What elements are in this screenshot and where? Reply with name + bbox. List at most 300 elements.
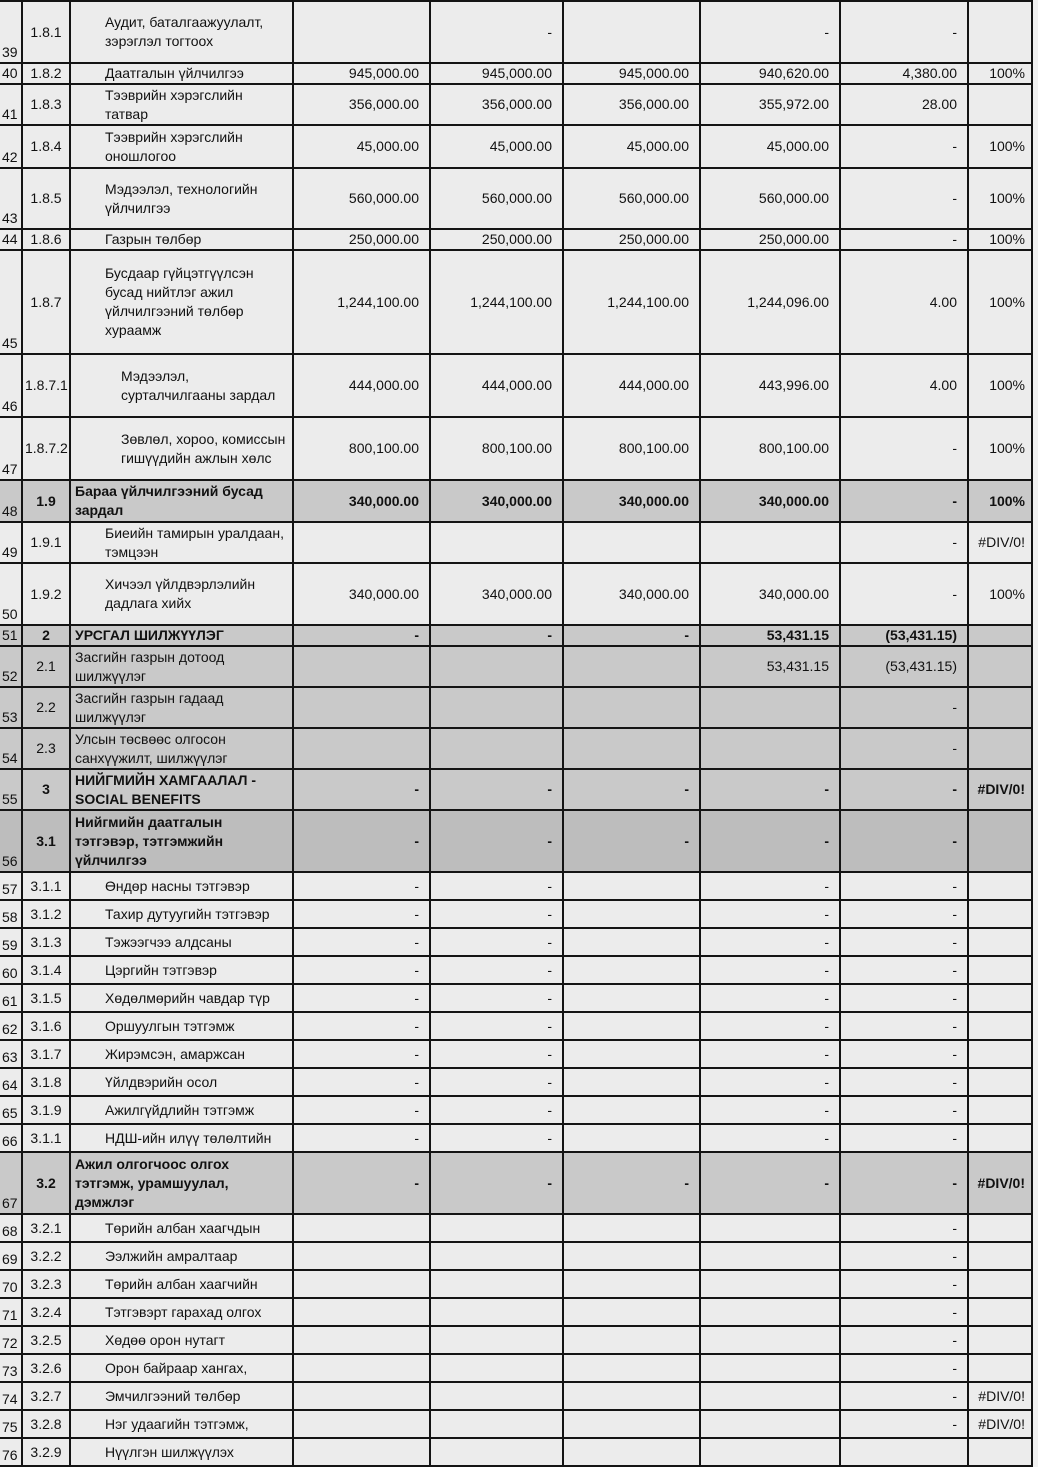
amount-col7[interactable] — [700, 1438, 840, 1466]
amount-col4[interactable] — [293, 1354, 430, 1382]
amount-col5[interactable]: - — [430, 1040, 563, 1068]
amount-col6[interactable] — [563, 1410, 700, 1438]
item-code[interactable]: 3.1.8 — [22, 1068, 70, 1096]
amount-col5[interactable]: - — [430, 625, 563, 646]
amount-col8[interactable]: - — [840, 728, 968, 769]
amount-col7[interactable]: - — [700, 1124, 840, 1152]
amount-col7[interactable]: - — [700, 872, 840, 900]
item-code[interactable]: 1.8.3 — [22, 84, 70, 125]
amount-col6[interactable]: 340,000.00 — [563, 563, 700, 625]
item-code[interactable]: 2.1 — [22, 646, 70, 687]
amount-col8[interactable]: (53,431.15) — [840, 646, 968, 687]
amount-col4[interactable]: 250,000.00 — [293, 229, 430, 250]
row-number[interactable]: 63 — [0, 1040, 22, 1068]
percent-cell[interactable]: #DIV/0! — [968, 769, 1032, 810]
item-code[interactable]: 3.2.7 — [22, 1382, 70, 1410]
row-number[interactable]: 41 — [0, 84, 22, 125]
amount-col6[interactable] — [563, 872, 700, 900]
item-code[interactable]: 1.8.4 — [22, 125, 70, 168]
item-description[interactable]: Нэг удаагийн тэтгэмж, — [70, 1410, 293, 1438]
item-description[interactable]: Нийгмийн даатгалын тэтгэвэр, тэтгэмжийн үйлчилгээ — [70, 810, 293, 872]
item-code[interactable]: 3 — [22, 769, 70, 810]
amount-col4[interactable]: - — [293, 872, 430, 900]
amount-col5[interactable]: - — [430, 984, 563, 1012]
item-code[interactable]: 3.2.1 — [22, 1214, 70, 1242]
item-description[interactable]: Хөдөлмөрийн чавдар түр — [70, 984, 293, 1012]
amount-col8[interactable]: - — [840, 1040, 968, 1068]
percent-cell[interactable]: 100% — [968, 563, 1032, 625]
amount-col8[interactable]: - — [840, 229, 968, 250]
item-description[interactable]: Ээлжийн амралтаар — [70, 1242, 293, 1270]
amount-col4[interactable]: 340,000.00 — [293, 563, 430, 625]
row-number[interactable]: 69 — [0, 1242, 22, 1270]
percent-cell[interactable] — [968, 1298, 1032, 1326]
percent-cell[interactable] — [968, 625, 1032, 646]
amount-col7[interactable] — [700, 1410, 840, 1438]
percent-cell[interactable]: 100% — [968, 125, 1032, 168]
item-description[interactable]: Ажил олгогчоос олгох тэтгэмж, урамшуулал, дэмжлэг — [70, 1152, 293, 1214]
amount-col5[interactable]: 250,000.00 — [430, 229, 563, 250]
percent-cell[interactable] — [968, 1242, 1032, 1270]
amount-col7[interactable] — [700, 1242, 840, 1270]
amount-col5[interactable] — [430, 646, 563, 687]
percent-cell[interactable] — [968, 928, 1032, 956]
amount-col7[interactable] — [700, 1354, 840, 1382]
amount-col8[interactable]: - — [840, 480, 968, 522]
item-description[interactable]: НДШ-ийн илүү төлөлтийн — [70, 1124, 293, 1152]
amount-col4[interactable]: 45,000.00 — [293, 125, 430, 168]
amount-col5[interactable] — [430, 1214, 563, 1242]
row-number[interactable]: 62 — [0, 1012, 22, 1040]
item-code[interactable]: 1.8.2 — [22, 63, 70, 84]
amount-col7[interactable] — [700, 687, 840, 728]
amount-col6[interactable]: - — [563, 810, 700, 872]
amount-col6[interactable] — [563, 728, 700, 769]
amount-col7[interactable]: - — [700, 1, 840, 63]
amount-col8[interactable]: 4.00 — [840, 250, 968, 354]
amount-col5[interactable]: - — [430, 956, 563, 984]
amount-col8[interactable]: - — [840, 1012, 968, 1040]
amount-col4[interactable]: 945,000.00 — [293, 63, 430, 84]
amount-col8[interactable]: - — [840, 1068, 968, 1096]
amount-col6[interactable] — [563, 1096, 700, 1124]
amount-col8[interactable] — [840, 1438, 968, 1466]
row-number[interactable]: 42 — [0, 125, 22, 168]
amount-col7[interactable]: - — [700, 900, 840, 928]
amount-col8[interactable]: - — [840, 872, 968, 900]
row-number[interactable]: 58 — [0, 900, 22, 928]
item-code[interactable]: 2.2 — [22, 687, 70, 728]
row-number[interactable]: 60 — [0, 956, 22, 984]
amount-col7[interactable]: - — [700, 1012, 840, 1040]
amount-col8[interactable]: - — [840, 1214, 968, 1242]
amount-col5[interactable] — [430, 1382, 563, 1410]
item-code[interactable]: 3.2.3 — [22, 1270, 70, 1298]
amount-col8[interactable]: - — [840, 563, 968, 625]
percent-cell[interactable] — [968, 1012, 1032, 1040]
amount-col6[interactable] — [563, 1068, 700, 1096]
item-code[interactable]: 3.2.5 — [22, 1326, 70, 1354]
item-description[interactable]: Газрын төлбөр — [70, 229, 293, 250]
item-description[interactable]: Мэдээлэл, сурталчилгааны зардал — [70, 354, 293, 417]
row-number[interactable]: 61 — [0, 984, 22, 1012]
amount-col4[interactable] — [293, 1410, 430, 1438]
item-code[interactable]: 3.1.2 — [22, 900, 70, 928]
amount-col5[interactable]: - — [430, 1124, 563, 1152]
percent-cell[interactable] — [968, 1, 1032, 63]
amount-col5[interactable]: 560,000.00 — [430, 168, 563, 229]
percent-cell[interactable] — [968, 1354, 1032, 1382]
percent-cell[interactable] — [968, 1068, 1032, 1096]
amount-col6[interactable]: - — [563, 769, 700, 810]
amount-col8[interactable]: - — [840, 1354, 968, 1382]
row-number[interactable]: 67 — [0, 1152, 22, 1214]
percent-cell[interactable] — [968, 646, 1032, 687]
amount-col4[interactable]: - — [293, 956, 430, 984]
amount-col4[interactable]: - — [293, 1124, 430, 1152]
amount-col6[interactable] — [563, 956, 700, 984]
amount-col7[interactable]: - — [700, 1068, 840, 1096]
amount-col6[interactable]: 800,100.00 — [563, 417, 700, 480]
amount-col7[interactable] — [700, 728, 840, 769]
amount-col6[interactable] — [563, 1214, 700, 1242]
amount-col6[interactable] — [563, 1242, 700, 1270]
item-code[interactable]: 3.1.9 — [22, 1096, 70, 1124]
amount-col5[interactable]: - — [430, 872, 563, 900]
item-description[interactable]: Засгийн газрын дотоод шилжүүлэг — [70, 646, 293, 687]
item-code[interactable]: 3.1.5 — [22, 984, 70, 1012]
amount-col8[interactable]: 4,380.00 — [840, 63, 968, 84]
amount-col6[interactable] — [563, 1298, 700, 1326]
amount-col5[interactable]: 444,000.00 — [430, 354, 563, 417]
amount-col6[interactable]: 356,000.00 — [563, 84, 700, 125]
amount-col4[interactable]: 560,000.00 — [293, 168, 430, 229]
amount-col5[interactable]: - — [430, 1068, 563, 1096]
amount-col5[interactable]: - — [430, 928, 563, 956]
item-description[interactable]: Мэдээлэл, технологийн үйлчилгээ — [70, 168, 293, 229]
amount-col7[interactable] — [700, 1298, 840, 1326]
item-code[interactable]: 3.1.6 — [22, 1012, 70, 1040]
amount-col8[interactable]: - — [840, 1270, 968, 1298]
item-description[interactable]: Биеийн тамирын уралдаан, тэмцээн — [70, 522, 293, 563]
amount-col8[interactable]: - — [840, 522, 968, 563]
amount-col4[interactable]: - — [293, 1012, 430, 1040]
percent-cell[interactable]: 100% — [968, 250, 1032, 354]
item-description[interactable]: Бараа үйлчилгээний бусад зардал — [70, 480, 293, 522]
amount-col5[interactable]: - — [430, 769, 563, 810]
amount-col5[interactable] — [430, 1438, 563, 1466]
amount-col7[interactable]: 940,620.00 — [700, 63, 840, 84]
item-description[interactable]: Тэтгэвэрт гарахад олгох — [70, 1298, 293, 1326]
amount-col8[interactable]: - — [840, 1410, 968, 1438]
amount-col4[interactable]: 356,000.00 — [293, 84, 430, 125]
percent-cell[interactable] — [968, 1096, 1032, 1124]
percent-cell[interactable]: #DIV/0! — [968, 1382, 1032, 1410]
amount-col8[interactable]: - — [840, 1298, 968, 1326]
item-description[interactable]: УРСГАЛ ШИЛЖҮҮЛЭГ — [70, 625, 293, 646]
amount-col6[interactable] — [563, 900, 700, 928]
item-description[interactable]: Эмчилгээний төлбөр — [70, 1382, 293, 1410]
item-description[interactable]: Улсын төсвөөс олгосон санхүүжилт, шилжүүлэг — [70, 728, 293, 769]
amount-col7[interactable]: - — [700, 1040, 840, 1068]
item-description[interactable]: Засгийн газрын гадаад шилжүүлэг — [70, 687, 293, 728]
item-description[interactable]: Төрийн албан хаагчдын — [70, 1214, 293, 1242]
amount-col5[interactable]: 340,000.00 — [430, 563, 563, 625]
amount-col4[interactable] — [293, 1270, 430, 1298]
amount-col5[interactable]: - — [430, 1152, 563, 1214]
row-number[interactable]: 68 — [0, 1214, 22, 1242]
row-number[interactable]: 70 — [0, 1270, 22, 1298]
amount-col5[interactable]: 45,000.00 — [430, 125, 563, 168]
row-number[interactable]: 45 — [0, 250, 22, 354]
percent-cell[interactable] — [968, 1270, 1032, 1298]
item-code[interactable]: 3.1.4 — [22, 956, 70, 984]
amount-col4[interactable]: 444,000.00 — [293, 354, 430, 417]
amount-col5[interactable]: 1,244,100.00 — [430, 250, 563, 354]
amount-col5[interactable]: 356,000.00 — [430, 84, 563, 125]
amount-col4[interactable] — [293, 1438, 430, 1466]
amount-col4[interactable]: - — [293, 1068, 430, 1096]
amount-col6[interactable] — [563, 1354, 700, 1382]
amount-col5[interactable]: - — [430, 1, 563, 63]
row-number[interactable]: 76 — [0, 1438, 22, 1466]
amount-col7[interactable]: 340,000.00 — [700, 563, 840, 625]
item-description[interactable]: Бусдаар гүйцэтгүүлсэн бусад нийтлэг ажил үйлчилгээний төлбөр хураамж — [70, 250, 293, 354]
amount-col5[interactable]: - — [430, 1012, 563, 1040]
amount-col6[interactable]: 340,000.00 — [563, 480, 700, 522]
amount-col4[interactable] — [293, 1, 430, 63]
item-description[interactable]: Үйлдвэрийн осол — [70, 1068, 293, 1096]
amount-col4[interactable] — [293, 728, 430, 769]
item-code[interactable]: 3.2 — [22, 1152, 70, 1214]
amount-col5[interactable]: 800,100.00 — [430, 417, 563, 480]
item-code[interactable]: 3.1.7 — [22, 1040, 70, 1068]
percent-cell[interactable]: 100% — [968, 229, 1032, 250]
amount-col4[interactable]: - — [293, 769, 430, 810]
row-number[interactable]: 52 — [0, 646, 22, 687]
item-description[interactable]: Хөдөө орон нутагт — [70, 1326, 293, 1354]
item-code[interactable]: 1.8.7.2 — [22, 417, 70, 480]
item-code[interactable]: 1.9.1 — [22, 522, 70, 563]
item-code[interactable]: 3.1.1 — [22, 872, 70, 900]
amount-col6[interactable] — [563, 1438, 700, 1466]
item-description[interactable]: Хичээл үйлдвэрлэлийн дадлага хийх — [70, 563, 293, 625]
amount-col6[interactable] — [563, 1382, 700, 1410]
row-number[interactable]: 73 — [0, 1354, 22, 1382]
item-code[interactable]: 3.2.4 — [22, 1298, 70, 1326]
amount-col4[interactable]: - — [293, 900, 430, 928]
amount-col6[interactable] — [563, 984, 700, 1012]
item-code[interactable]: 3.2.8 — [22, 1410, 70, 1438]
amount-col7[interactable]: - — [700, 1096, 840, 1124]
item-description[interactable]: Цэргийн тэтгэвэр — [70, 956, 293, 984]
item-description[interactable]: Тахир дутуугийн тэтгэвэр — [70, 900, 293, 928]
row-number[interactable]: 54 — [0, 728, 22, 769]
amount-col6[interactable] — [563, 646, 700, 687]
item-code[interactable]: 1.9.2 — [22, 563, 70, 625]
percent-cell[interactable] — [968, 84, 1032, 125]
row-number[interactable]: 72 — [0, 1326, 22, 1354]
amount-col8[interactable]: - — [840, 168, 968, 229]
item-description[interactable]: Нүүлгэн шилжүүлэх — [70, 1438, 293, 1466]
row-number[interactable]: 44 — [0, 229, 22, 250]
amount-col6[interactable]: - — [563, 1152, 700, 1214]
percent-cell[interactable] — [968, 1438, 1032, 1466]
item-description[interactable]: Тээврийн хэрэгслийн оношлогоо — [70, 125, 293, 168]
row-number[interactable]: 46 — [0, 354, 22, 417]
amount-col6[interactable] — [563, 928, 700, 956]
amount-col8[interactable]: - — [840, 125, 968, 168]
amount-col5[interactable] — [430, 1270, 563, 1298]
amount-col4[interactable] — [293, 646, 430, 687]
item-description[interactable]: Аудит, баталгаажуулалт, зэрэглэл тогтоох — [70, 1, 293, 63]
amount-col8[interactable]: - — [840, 687, 968, 728]
amount-col8[interactable]: - — [840, 1096, 968, 1124]
amount-col7[interactable] — [700, 522, 840, 563]
amount-col5[interactable]: - — [430, 900, 563, 928]
row-number[interactable]: 59 — [0, 928, 22, 956]
amount-col6[interactable]: - — [563, 625, 700, 646]
amount-col4[interactable] — [293, 687, 430, 728]
percent-cell[interactable] — [968, 872, 1032, 900]
amount-col7[interactable]: 443,996.00 — [700, 354, 840, 417]
percent-cell[interactable] — [968, 810, 1032, 872]
percent-cell[interactable] — [968, 687, 1032, 728]
item-code[interactable]: 3.1.3 — [22, 928, 70, 956]
item-code[interactable]: 2.3 — [22, 728, 70, 769]
row-number[interactable]: 39 — [0, 1, 22, 63]
row-number[interactable]: 56 — [0, 810, 22, 872]
percent-cell[interactable] — [968, 1040, 1032, 1068]
amount-col6[interactable] — [563, 1, 700, 63]
amount-col8[interactable]: - — [840, 1, 968, 63]
percent-cell[interactable]: 100% — [968, 354, 1032, 417]
item-description[interactable]: Оршуулгын тэтгэмж — [70, 1012, 293, 1040]
amount-col4[interactable]: - — [293, 984, 430, 1012]
item-description[interactable]: Ажилгүйдлийн тэтгэмж — [70, 1096, 293, 1124]
amount-col7[interactable] — [700, 1214, 840, 1242]
amount-col7[interactable]: - — [700, 1152, 840, 1214]
item-code[interactable]: 3.2.6 — [22, 1354, 70, 1382]
percent-cell[interactable] — [968, 1124, 1032, 1152]
percent-cell[interactable] — [968, 728, 1032, 769]
percent-cell[interactable] — [968, 984, 1032, 1012]
amount-col7[interactable]: 53,431.15 — [700, 625, 840, 646]
amount-col8[interactable]: - — [840, 1152, 968, 1214]
amount-col7[interactable]: - — [700, 769, 840, 810]
amount-col7[interactable]: - — [700, 956, 840, 984]
amount-col7[interactable] — [700, 1270, 840, 1298]
item-description[interactable]: Тэжээгчээ алдсаны — [70, 928, 293, 956]
row-number[interactable]: 48 — [0, 480, 22, 522]
row-number[interactable]: 49 — [0, 522, 22, 563]
amount-col8[interactable]: - — [840, 1326, 968, 1354]
amount-col7[interactable]: 355,972.00 — [700, 84, 840, 125]
row-number[interactable]: 71 — [0, 1298, 22, 1326]
row-number[interactable]: 53 — [0, 687, 22, 728]
amount-col6[interactable]: 560,000.00 — [563, 168, 700, 229]
item-description[interactable]: Тээврийн хэрэгслийн татвар — [70, 84, 293, 125]
amount-col7[interactable]: - — [700, 810, 840, 872]
amount-col6[interactable] — [563, 687, 700, 728]
amount-col6[interactable] — [563, 1326, 700, 1354]
amount-col4[interactable] — [293, 1242, 430, 1270]
item-code[interactable]: 1.9 — [22, 480, 70, 522]
item-description[interactable]: Орон байраар хангах, — [70, 1354, 293, 1382]
amount-col6[interactable] — [563, 1040, 700, 1068]
amount-col5[interactable]: 945,000.00 — [430, 63, 563, 84]
item-description[interactable]: Зөвлөл, хороо, комиссын гишүүдийн ажлын хөлс — [70, 417, 293, 480]
amount-col4[interactable] — [293, 1214, 430, 1242]
amount-col5[interactable] — [430, 728, 563, 769]
item-code[interactable]: 1.8.1 — [22, 1, 70, 63]
row-number[interactable]: 50 — [0, 563, 22, 625]
amount-col6[interactable] — [563, 1012, 700, 1040]
amount-col6[interactable]: 945,000.00 — [563, 63, 700, 84]
row-number[interactable]: 57 — [0, 872, 22, 900]
amount-col8[interactable]: 4.00 — [840, 354, 968, 417]
amount-col6[interactable]: 444,000.00 — [563, 354, 700, 417]
amount-col4[interactable] — [293, 1382, 430, 1410]
item-code[interactable]: 3.2.2 — [22, 1242, 70, 1270]
item-code[interactable]: 1.8.7.1 — [22, 354, 70, 417]
amount-col4[interactable]: 800,100.00 — [293, 417, 430, 480]
amount-col7[interactable]: 800,100.00 — [700, 417, 840, 480]
percent-cell[interactable] — [968, 900, 1032, 928]
amount-col4[interactable] — [293, 1326, 430, 1354]
amount-col8[interactable]: - — [840, 956, 968, 984]
amount-col8[interactable]: (53,431.15) — [840, 625, 968, 646]
amount-col8[interactable]: - — [840, 984, 968, 1012]
amount-col6[interactable]: 1,244,100.00 — [563, 250, 700, 354]
amount-col8[interactable]: - — [840, 810, 968, 872]
amount-col7[interactable]: 250,000.00 — [700, 229, 840, 250]
amount-col4[interactable]: 340,000.00 — [293, 480, 430, 522]
amount-col8[interactable]: - — [840, 1382, 968, 1410]
amount-col5[interactable]: - — [430, 1096, 563, 1124]
item-description[interactable]: НИЙГМИЙН ХАМГААЛАЛ - SOCIAL BENEFITS — [70, 769, 293, 810]
amount-col4[interactable]: - — [293, 928, 430, 956]
percent-cell[interactable]: #DIV/0! — [968, 1152, 1032, 1214]
item-code[interactable]: 3.1 — [22, 810, 70, 872]
amount-col8[interactable]: - — [840, 928, 968, 956]
amount-col5[interactable] — [430, 1410, 563, 1438]
amount-col7[interactable] — [700, 1326, 840, 1354]
amount-col5[interactable] — [430, 1326, 563, 1354]
percent-cell[interactable] — [968, 1214, 1032, 1242]
amount-col4[interactable]: - — [293, 1096, 430, 1124]
percent-cell[interactable] — [968, 956, 1032, 984]
amount-col4[interactable]: - — [293, 810, 430, 872]
amount-col5[interactable] — [430, 1242, 563, 1270]
amount-col4[interactable]: - — [293, 1040, 430, 1068]
item-description[interactable]: Өндөр насны тэтгэвэр — [70, 872, 293, 900]
item-code[interactable]: 1.8.7 — [22, 250, 70, 354]
amount-col7[interactable]: 560,000.00 — [700, 168, 840, 229]
amount-col7[interactable]: 45,000.00 — [700, 125, 840, 168]
item-code[interactable]: 2 — [22, 625, 70, 646]
amount-col7[interactable] — [700, 1382, 840, 1410]
amount-col5[interactable] — [430, 1298, 563, 1326]
item-code[interactable]: 3.1.1 — [22, 1124, 70, 1152]
row-number[interactable]: 47 — [0, 417, 22, 480]
amount-col4[interactable]: 1,244,100.00 — [293, 250, 430, 354]
row-number[interactable]: 75 — [0, 1410, 22, 1438]
amount-col5[interactable] — [430, 1354, 563, 1382]
amount-col5[interactable]: 340,000.00 — [430, 480, 563, 522]
percent-cell[interactable]: 100% — [968, 480, 1032, 522]
percent-cell[interactable]: 100% — [968, 417, 1032, 480]
